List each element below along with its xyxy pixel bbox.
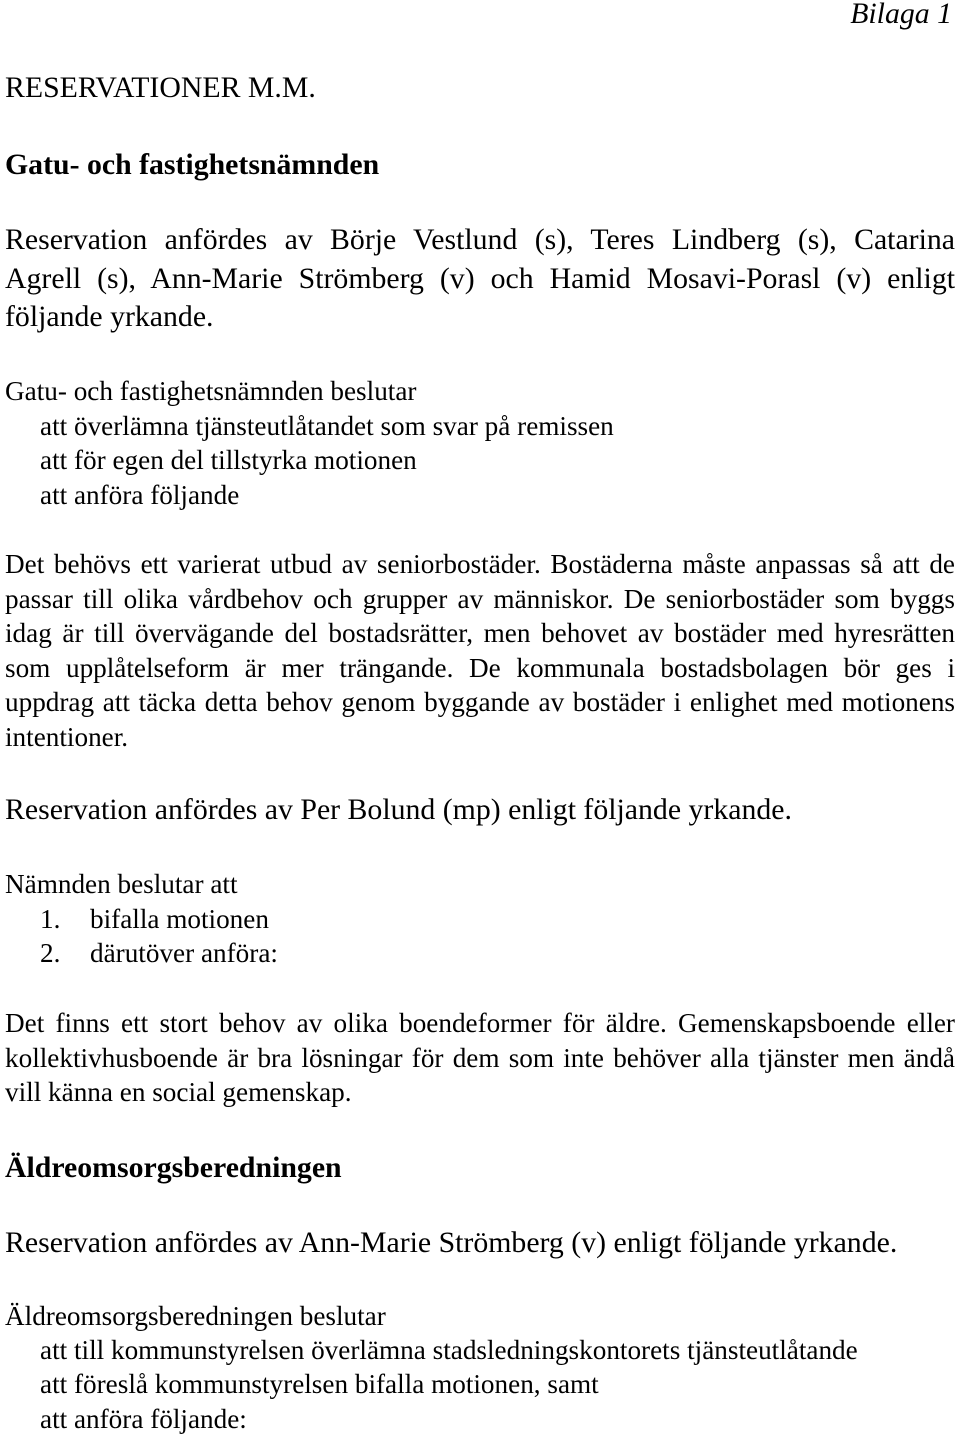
numbered-item	[5, 902, 955, 937]
page-title	[5, 69, 955, 108]
reservation-intro-text: Reservation anfördes av Per Bolund (mp) enligt följande yrkande.	[5, 793, 792, 826]
paragraph-line: passar till olika vårdbehov och grupper av människor. De seniorbostäder som byggs	[5, 583, 955, 614]
reservation-intro-text: Reservation anfördes av Ann-Marie Strömberg (v) enligt följande yrkande.	[5, 1226, 898, 1259]
paragraph-line: Det finns ett stort behov av olika boendeformer för äldre. Gemenskapsboende eller	[5, 1008, 955, 1038]
item-text: bifalla motionen	[90, 903, 269, 934]
decision-item: att för egen del tillstyrka motionen	[40, 445, 417, 476]
paragraph-line: vill känna en social gemenskap.	[5, 1077, 352, 1108]
paragraph-line: idag är till övervägande del bostadsrätter, men behovet av bostäder med hyresrätten	[5, 618, 955, 649]
item-text: därutöver anföra:	[90, 938, 278, 969]
annex-label: Bilaga 1	[850, 0, 952, 30]
statement-paragraph	[5, 547, 955, 755]
reservation-intro	[5, 1224, 955, 1263]
decision-item: att anföra följande:	[40, 1403, 247, 1434]
statement-paragraph	[5, 1006, 955, 1110]
decision-lead: Nämnden beslutar att	[5, 869, 238, 899]
decision-item: att föreslå kommunstyrelsen bifalla motionen, samt	[40, 1369, 599, 1400]
item-number: 1.	[40, 903, 61, 934]
decision-block	[5, 374, 955, 512]
page-title-text: RESERVATIONER M.M.	[5, 71, 316, 104]
item-number: 2.	[40, 938, 61, 969]
paragraph-line: uppdrag att täcka detta behov genom byggande av bostäder i enlighet med motionens	[5, 687, 955, 718]
decision-lead: Äldreomsorgsberedningen beslutar	[5, 1301, 386, 1331]
decision-block	[5, 867, 955, 971]
reservation-intro-paragraph	[5, 221, 955, 337]
paragraph-line: intentioner.	[5, 721, 129, 752]
decision-block	[5, 1299, 955, 1436]
section-heading-text: Gatu- och fastighetsnämnden	[5, 148, 380, 181]
decision-item: att anföra följande	[40, 479, 240, 510]
paragraph-line: Agrell (s), Ann-Marie Strömberg (v) och Hamid Mosavi-Porasl (v) enligt	[5, 261, 955, 295]
numbered-item	[5, 936, 955, 971]
section-heading-gatu	[5, 146, 955, 185]
decision-item: att till kommunstyrelsen överlämna stadsledningskontorets tjänsteutlåtande	[40, 1335, 858, 1366]
decision-lead: Gatu- och fastighetsnämnden beslutar	[5, 376, 417, 406]
paragraph-line: Reservation anfördes av Börje Vestlund (s), Teres Lindberg (s), Catarina	[5, 223, 955, 256]
section-heading-aldre	[5, 1149, 955, 1188]
paragraph-line: kollektivhusboende är bra lösningar för dem som inte behöver alla tjänster men ändå	[5, 1042, 955, 1073]
reservation-intro	[5, 791, 955, 830]
paragraph-line: som upplåtelseform är mer trängande. De kommunala bostadsbolagen bör ges i	[5, 652, 955, 683]
decision-item: att överlämna tjänsteutlåtandet som svar på remissen	[40, 410, 614, 441]
paragraph-line: följande yrkande.	[5, 300, 214, 333]
paragraph-line: Det behövs ett varierat utbud av seniorbostäder. Bostäderna måste anpassas så att de	[5, 549, 955, 579]
section-heading-text: Äldreomsorgsberedningen	[5, 1151, 342, 1184]
